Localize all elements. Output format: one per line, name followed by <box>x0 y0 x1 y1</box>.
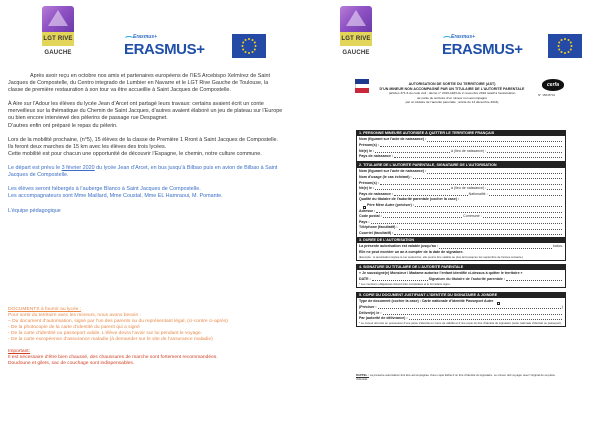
form-section-minor <box>356 130 566 162</box>
departure-info: Le départ est prévu le 3 février 2020 du lycée Jean d’Arcet, en bus jusqu’à Bilbao puis en avion de Bilbao à Saint Jacques de Compostelle. <box>8 164 278 179</box>
lodging-info: Les élèves seront hébergés à l’auberge Blanco à Saint Jacques de Compostelle. <box>8 186 201 193</box>
paragraph-opportunite: Cette mobilité est pour chacun une opportunité de découvrir l’Espagne, le chemin, notre culture commune. <box>8 150 262 157</box>
signature: L’équipe pédagogique <box>8 208 61 215</box>
eu-flag-icon <box>548 34 582 58</box>
field-row[interactable]: Né(e) le : à (lieu de naissance) : <box>359 186 563 192</box>
form-legal-ref: de sortie du territoire d’un mineur non accompagné <box>417 95 487 100</box>
section-note: (Exemple : si autorisation signée le 1er septembre, elle pourra être valable au plus tard jusqu’au 1er septembre de l’année suivante.) <box>359 254 524 259</box>
cerfa-number: N° 15646*01 <box>538 93 556 97</box>
form-section-parent <box>356 162 566 239</box>
field-row[interactable]: Code postal : Commune : <box>359 214 563 220</box>
documents-line: – Du document d’autorisation, signé par l’un des parents ou du représentant légal, (ci-contre ci-après) <box>8 319 228 325</box>
section-title: 3. DURÉE DE L’AUTORISATION <box>357 238 565 243</box>
erasmus-plus-logo <box>442 34 523 60</box>
form-section-duration <box>356 237 566 261</box>
form-section-id-copy <box>356 292 566 327</box>
field-row[interactable]: Né(e) le : à (lieu de naissance) : <box>359 149 563 155</box>
field-row: « Je soussigné(e) Monsieur / Madame autorise l’enfant identifié ci-dessus à quitter le territoire » <box>359 271 523 276</box>
form-header <box>364 82 540 105</box>
field-row[interactable]: Nom (figurant sur l’acte de naissance) : <box>359 137 563 143</box>
important-line: Il est nécessaire d’être bien chaussé, des chaussures de marche sont fortement recommandées. <box>8 354 218 360</box>
field-row[interactable]: Prénom(s) : <box>359 143 563 149</box>
documents-line: Pour sortir du territoire avec les mineurs, nous avons besoin : <box>8 313 141 319</box>
field-row: Elle ne peut excéder un an à compter de la date de signature. <box>359 249 464 254</box>
paragraph-repas: D’autres enfin ont préparé le repas du pèlerin. <box>8 122 118 129</box>
parent-quality-checkboxes[interactable]: Père Mère Autre (préciser) : <box>359 203 563 209</box>
field-row[interactable]: Nom (figurant sur l’acte de naissance) : <box>359 169 563 175</box>
section-title: 1. PERSONNE MINEURE AUTORISÉE À QUITTER LE TERRITOIRE FRANÇAIS <box>357 131 565 136</box>
erasmus-small-mark: Erasmus+ <box>442 34 472 44</box>
field-row[interactable]: Téléphone (facultatif) : <box>359 225 563 231</box>
letter-body <box>8 73 284 222</box>
erasmus-plus-logo <box>124 34 205 60</box>
documents-heading: DOCUMENTS à fournir au lycée : <box>8 307 82 312</box>
field-row[interactable]: La présente autorisation est valable jusqu’au : inclus. <box>359 244 563 249</box>
checkbox[interactable] <box>497 302 500 305</box>
form-legal-ref: (articles 371-6 du code civil ; décret n° 2016-1483 du 2 novembre 2016 relatif à l’autorisation <box>388 91 516 96</box>
field-row[interactable]: (Préciser : ) <box>359 304 563 309</box>
paragraph-aire: À Aire sur l’Adour les élèves du lycée Jean d’Arcet ont partagé leurs travaux: certains avaient écrit un conte merveilleux sur la thématique du Chemin de Saint Jacques, d’autres avaient élaboré un jeu de plateau sur l’Europe ou bien encore interviewé des pèlerins de passage rue Despagnet. <box>8 101 283 122</box>
field-row[interactable]: Par (autorité de délivrance) : <box>359 316 563 322</box>
field-row[interactable]: Courriel (facultatif) : <box>359 231 563 237</box>
documents-line: - De la photocopie de la carte d’identité du parent qui a signé <box>8 325 140 331</box>
section-title: 2. TITULAIRE DE L’AUTORITÉ PARENTALE, SIGNATAIRE DE L’AUTORISATION <box>357 163 565 168</box>
section-title: 4. SIGNATURE DU TITULAIRE DE L’AUTORITÉ PARENTALE <box>357 265 565 270</box>
important-line: Doudoune et gilets, sac de couchage sont indispensables. <box>8 360 135 366</box>
paragraph-mobilite: Lors de la mobilité prochaine, (n°5), 15 élèves de la classe de Première 1 Rront à Saint Jacques de Compostelle. Ils feront deux marches de 15 km avec les élèves des trois lycées. <box>8 136 279 150</box>
section-note: * Le mineur doit être en possession d’une pièce d’identité en cours de validité et d’une copie du titre d’identité du signataire (carte nationale d’identité ou passeport). <box>359 320 562 325</box>
erasmus-small-mark: Erasmus+ <box>124 34 154 44</box>
erasmus-wordmark: ERASMUS+ <box>442 41 523 58</box>
field-row[interactable]: Pays : <box>359 220 563 226</box>
eu-flag-icon <box>232 34 266 58</box>
paragraph-intro: Après avoir reçu en octobre nos amis et partenaires européens de l’IES Arcebispo Xelmírez de Saint Jacques de Compostelle, du Centro integrado de Lumbier en Navarre et le LGT Rive Gauche de Toulouse, la classe de première restauration à son tour va être accueillie à Saint Jacques de Compostelle. <box>8 73 271 94</box>
cerfa-logo: cerfa <box>542 79 564 91</box>
document-type-checkboxes[interactable]: Type de document (cocher la case) : Carte nationale d’identité Passeport Autre <box>359 299 563 305</box>
section-note: * Les mentions obligatoires doivent être complétées et le formulaire signé. <box>359 281 451 286</box>
section-title: 5. COPIE DU DOCUMENT JUSTIFIANT L’IDENTITÉ DU SIGNATAIRE À JOINDRE <box>357 293 565 298</box>
form-legal-ref: par un titulaire de l’autorité parentale ; arrêté du 13 décembre 2016) <box>405 100 499 105</box>
form-title: AUTORISATION DE SORTIE DU TERRITOIRE (AST) <box>408 82 496 86</box>
form-section-signature <box>356 264 566 288</box>
important-label: Important: <box>8 348 31 354</box>
field-row[interactable]: Délivré(e) le : <box>359 311 563 317</box>
field-row: Qualité du titulaire de l’autorité parentale (cocher la case) : <box>359 197 460 202</box>
footer-reminder: RAPPEL : La présente autorisation doit être accompagnée d’une copie lisible d’un titre d’identité du signataire. Le mineur doit voyager avec l’original de sa pièce d’identité. <box>356 373 555 381</box>
field-row[interactable]: Prénom(s) : <box>359 181 563 187</box>
field-row[interactable]: Adresse : <box>359 209 563 215</box>
field-row[interactable]: DATE : Signature du titulaire de l’autorité parentale : <box>359 277 563 283</box>
departure-date: 3 février 2020 <box>61 164 95 171</box>
companions-info: Les accompagnateurs sont Mme Maillard, Mme Coustal, Mme EL Hamraoui, M. Pomante. <box>8 193 223 200</box>
documents-line: - De la carte d’identité ou passeport valide. L’élève devra l’avoir sur lui pendant le voyage. <box>8 331 203 337</box>
field-row[interactable]: Pays de naissance : <box>359 154 563 160</box>
school-logo-text: LGT RIVE GAUCHE <box>340 32 372 46</box>
field-row[interactable]: Nom d’usage (le cas échéant) : <box>359 175 563 181</box>
documents-list <box>8 307 288 367</box>
form-subtitle: D’UN MINEUR NON ACCOMPAGNÉ PAR UN TITULAIRE DE L’AUTORITÉ PARENTALE <box>379 86 525 91</box>
erasmus-wordmark: ERASMUS+ <box>124 41 205 58</box>
documents-line: - De la carte européenne d’assurance maladie (à demander sur le site de l’assurance maladie) <box>8 337 213 343</box>
school-logo <box>340 6 372 56</box>
field-row[interactable]: Pays de naissance : Nationalité : <box>359 192 563 198</box>
school-logo-text: LGT RIVE GAUCHE <box>42 32 74 46</box>
school-logo <box>42 6 74 56</box>
